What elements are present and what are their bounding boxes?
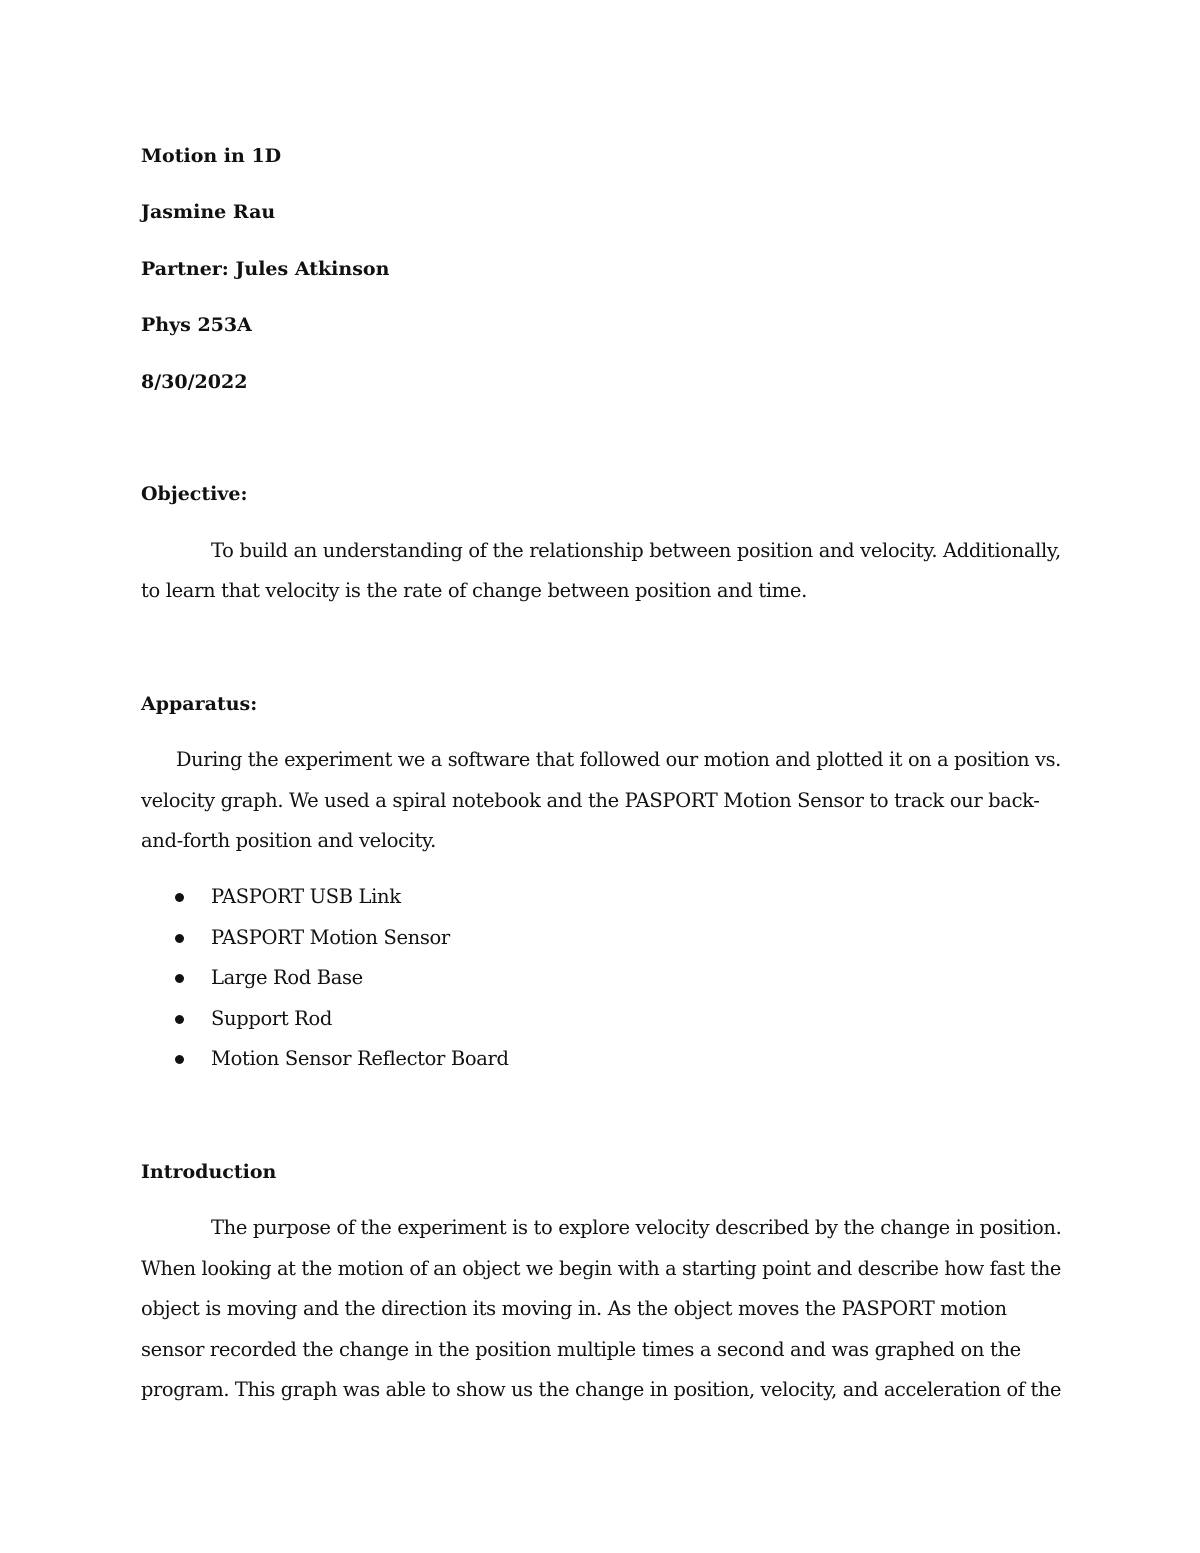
objective-line: to learn that velocity is the rate of change between position and time.	[141, 579, 807, 602]
list-item-label: Motion Sensor Reflector Board	[211, 1047, 509, 1070]
list-item-label: Support Rod	[211, 1007, 333, 1030]
introduction-line: program. This graph was able to show us the change in position, velocity, and acceleration of the	[141, 1378, 1062, 1401]
list-item-label: PASPORT Motion Sensor	[211, 926, 450, 949]
list-item-label: PASPORT USB Link	[211, 885, 401, 908]
list-item	[175, 1047, 509, 1071]
bullet-icon	[175, 974, 184, 983]
apparatus-heading: Apparatus:	[141, 693, 258, 715]
partner-name: Partner: Jules Atkinson	[141, 258, 390, 280]
list-item	[175, 885, 401, 909]
objective-heading: Objective:	[141, 483, 248, 505]
document-title: Motion in 1D	[141, 145, 282, 167]
objective-line: To build an understanding of the relationship between position and velocity. Additionally,	[211, 539, 1061, 562]
bullet-icon	[175, 934, 184, 943]
list-item-label: Large Rod Base	[211, 966, 363, 989]
list-item	[175, 966, 363, 990]
list-item	[175, 926, 450, 950]
bullet-icon	[175, 1055, 184, 1064]
course-name: Phys 253A	[141, 314, 252, 336]
apparatus-line: velocity graph. We used a spiral notebook and the PASPORT Motion Sensor to track our back-	[141, 789, 1040, 812]
report-date: 8/30/2022	[141, 371, 248, 393]
apparatus-line: and-forth position and velocity.	[141, 829, 436, 852]
introduction-line: object is moving and the direction its moving in. As the object moves the PASPORT motion	[141, 1297, 1007, 1320]
apparatus-line: During the experiment we a software that followed our motion and plotted it on a position vs.	[176, 748, 1061, 771]
introduction-heading: Introduction	[141, 1161, 277, 1183]
bullet-icon	[175, 1015, 184, 1024]
bullet-icon	[175, 893, 184, 902]
introduction-line: When looking at the motion of an object we begin with a starting point and describe how fast the	[141, 1257, 1061, 1280]
list-item	[175, 1007, 333, 1031]
author-name: Jasmine Rau	[141, 201, 276, 223]
introduction-line: The purpose of the experiment is to explore velocity described by the change in position.	[211, 1216, 1062, 1239]
introduction-line: sensor recorded the change in the position multiple times a second and was graphed on the	[141, 1338, 1021, 1361]
